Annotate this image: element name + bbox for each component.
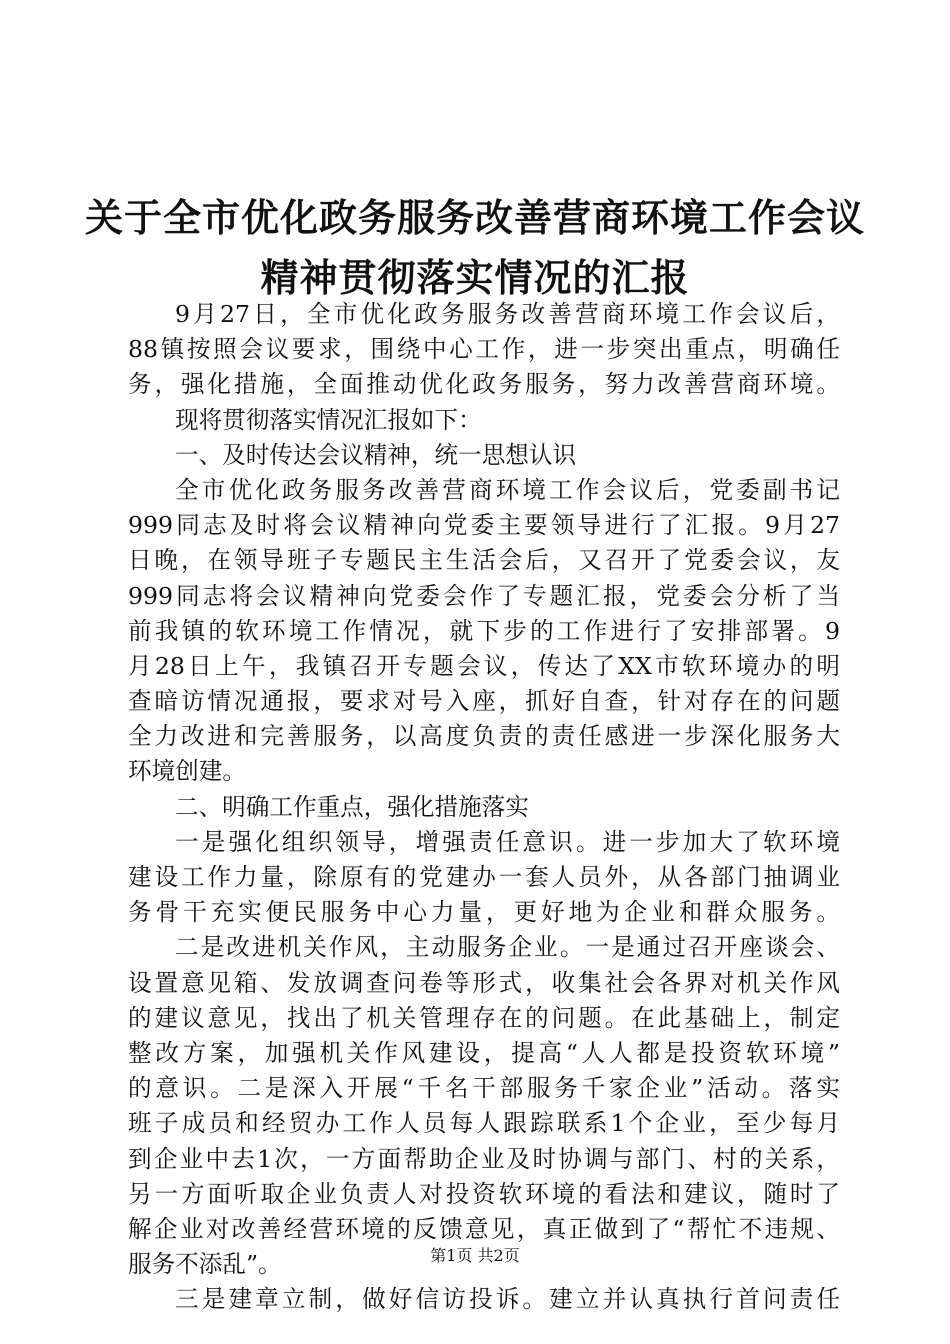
body-line: 整改方案，加强机关作风建设，提高“人人都是投资软环境” xyxy=(128,1038,840,1067)
body-line: 999同志及时将会议精神向党委主要领导进行了汇报。9月27 xyxy=(128,511,840,540)
section-heading: 一、及时传达会议精神，统一思想认识 xyxy=(175,440,577,469)
body-line: 查暗访情况通报，要求对号入座，抓好自查，针对存在的问题 xyxy=(128,687,840,716)
body-line: 二是改进机关作风，主动服务企业。一是通过召开座谈会、 xyxy=(175,933,840,962)
body-line: 999同志将会议精神向党委会作了专题汇报，党委会分析了当 xyxy=(128,581,840,610)
body-line: 服务不添乱”。 xyxy=(128,1250,282,1279)
body-line: 班子成员和经贸办工作人员每人跟踪联系1个企业，至少每月 xyxy=(128,1109,840,1138)
body-line: 全市优化政务服务改善营商环境工作会议后，党委副书记 xyxy=(175,475,840,504)
body-line: 环境创建。 xyxy=(128,757,246,786)
body-line: 的意识。二是深入开展“千名干部服务千家企业”活动。落实 xyxy=(128,1074,840,1103)
body-line: 一是强化组织领导，增强责任意识。进一步加大了软环境 xyxy=(175,827,840,856)
body-line: 务，强化措施，全面推动优化政务服务，努力改善营商环境。 xyxy=(128,370,840,399)
body-line: 全力改进和完善服务，以高度负责的责任感进一步深化服务大 xyxy=(128,722,840,751)
body-line: 前我镇的软环境工作情况，就下步的工作进行了安排部署。9 xyxy=(128,616,840,645)
body-line: 的建议意见，找出了机关管理存在的问题。在此基础上，制定 xyxy=(128,1003,840,1032)
body-line: 三是建章立制，做好信访投诉。建立并认真执行首问责任 xyxy=(175,1285,840,1314)
body-line: 现将贯彻落实情况汇报如下： xyxy=(175,405,482,434)
document-title-line-2: 精神贯彻落实情况的汇报 xyxy=(260,256,690,300)
section-heading: 二、明确工作重点，强化措施落实 xyxy=(175,792,529,821)
body-line: 到企业中去1次，一方面帮助企业及时协调与部门、村的关系， xyxy=(128,1144,840,1173)
body-line: 建设工作力量，除原有的党建办一套人员外，从各部门抽调业 xyxy=(128,863,840,891)
page-number-footer: 第1页 共2页 xyxy=(430,1246,520,1265)
body-line: 9月27日，全市优化政务服务改善营商环境工作会议后， xyxy=(175,300,840,328)
body-line: 88镇按照会议要求，围绕中心工作，进一步突出重点，明确任 xyxy=(128,335,840,364)
body-line: 月28日上午，我镇召开专题会议，传达了XX市软环境办的明 xyxy=(128,651,840,680)
body-line: 设置意见箱、发放调查问卷等形式，收集社会各界对机关作风 xyxy=(128,968,840,997)
body-line: 日晚，在领导班子专题民主生活会后，又召开了党委会议，友 xyxy=(128,546,840,575)
body-line: 另一方面听取企业负责人对投资软环境的看法和建议，随时了 xyxy=(128,1179,840,1208)
body-line: 解企业对改善经营环境的反馈意见，真正做到了“帮忙不违规、 xyxy=(128,1214,840,1243)
document-body xyxy=(128,297,840,1317)
document-title-line-1: 关于全市优化政务服务改善营商环境工作会议 xyxy=(84,196,865,240)
body-line: 务骨干充实便民服务中心力量，更好地为企业和群众服务。 xyxy=(128,898,840,927)
